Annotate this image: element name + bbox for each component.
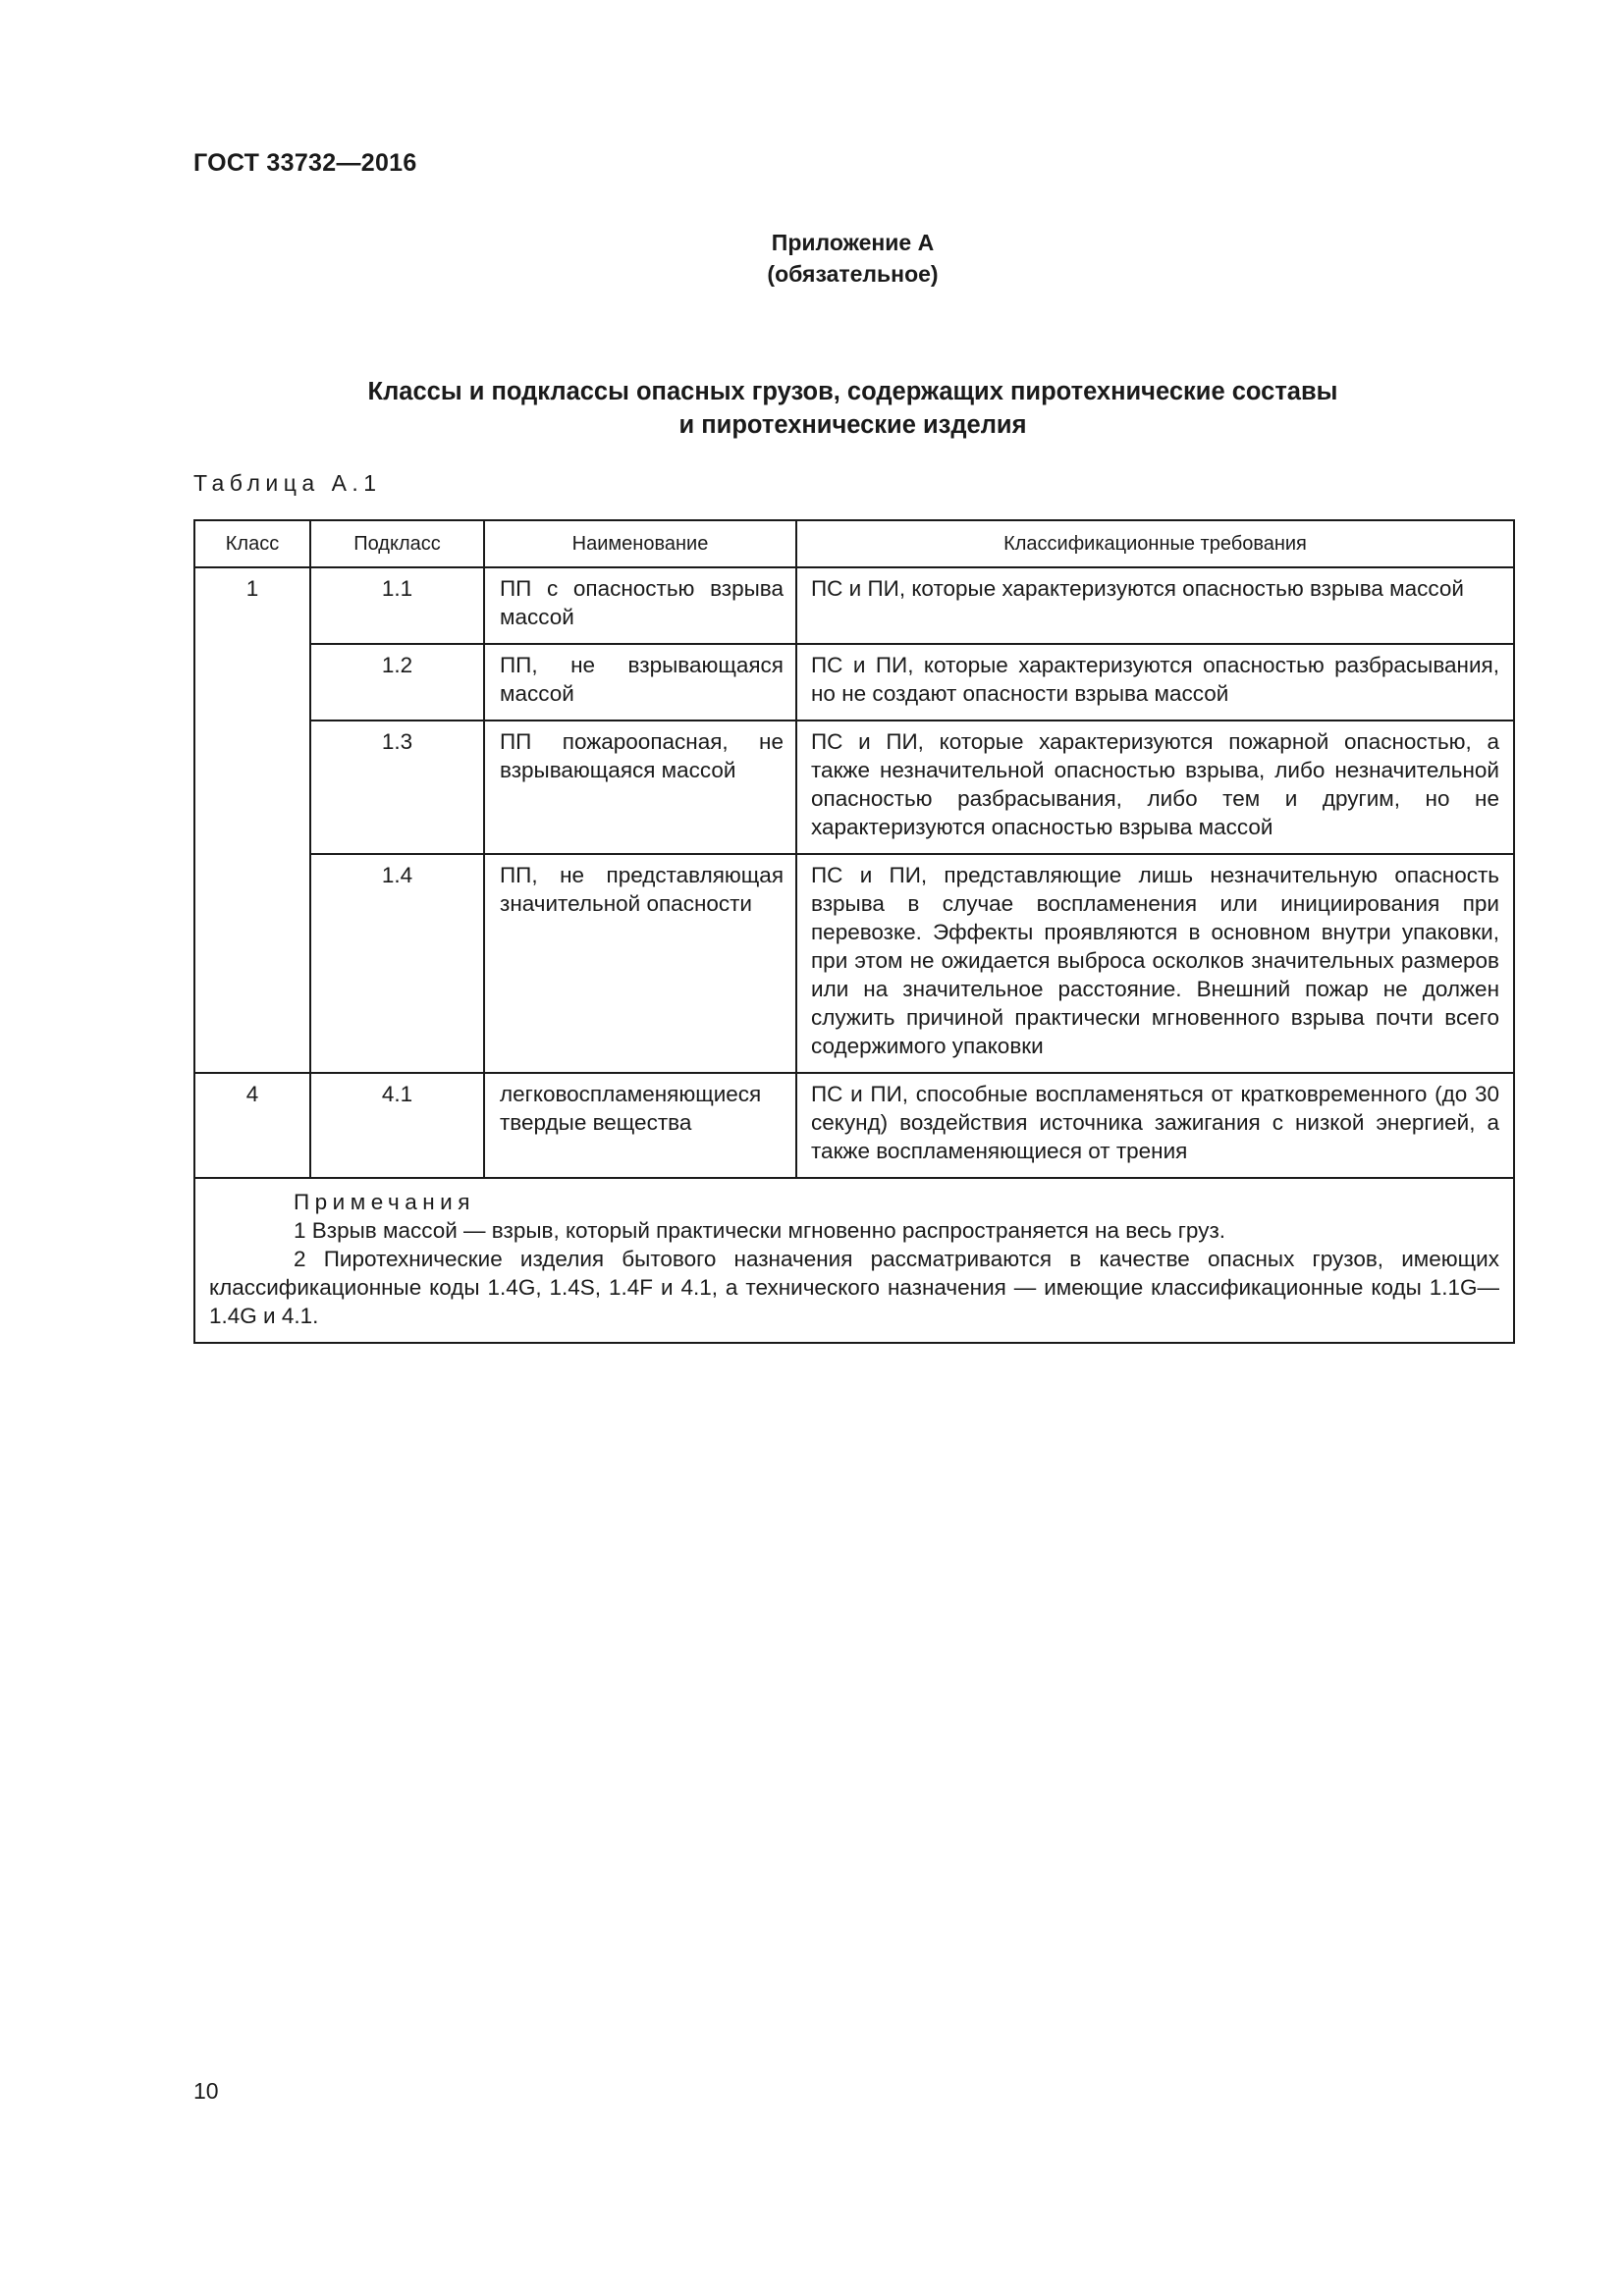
column-header-requirements: Классификационные требования [796, 520, 1514, 567]
table-header-row [194, 520, 1514, 567]
notes-heading: Примечания [294, 1190, 475, 1214]
cell-subclass: 4.1 [310, 1073, 484, 1178]
cell-subclass: 1.2 [310, 644, 484, 721]
appendix-status: (обязательное) [767, 261, 939, 287]
cell-subclass: 1.4 [310, 854, 484, 1073]
appendix-title: Приложение А [771, 230, 935, 255]
classification-table [193, 519, 1515, 1344]
cell-class: 1 [194, 567, 310, 644]
table-row [194, 644, 1514, 721]
cell-name: легковоспламеняющиеся твердые вещества [484, 1073, 796, 1178]
appendix-heading [0, 227, 1624, 290]
column-header-subclass: Подкласс [310, 520, 484, 567]
cell-requirements: ПС и ПИ, которые характеризуются опасностью взрыва массой [796, 567, 1514, 644]
column-header-name: Наименование [484, 520, 796, 567]
cell-name: ПП, не взрывающаяся массой [484, 644, 796, 721]
cell-requirements: ПС и ПИ, которые характеризуются опасностью разбрасывания, но не создают опасности взрыва массой [796, 644, 1514, 721]
table-row [194, 854, 1514, 1073]
cell-class [194, 644, 310, 721]
section-title-line1: Классы и подклассы опасных грузов, содержащих пиротехнические составы [367, 378, 1338, 405]
table-row [194, 721, 1514, 854]
cell-name: ПП пожароопасная, не взрывающаяся массой [484, 721, 796, 854]
table-caption: Таблица А.1 [193, 470, 382, 496]
section-title [193, 375, 1512, 442]
cell-requirements: ПС и ПИ, которые характеризуются пожарной опасностью, а также незначительной опасностью взрыва, либо незначительной опасностью разбрасывания, либо тем и другим, но не характеризуются опасностью взрыва массой [796, 721, 1514, 854]
column-header-class: Класс [194, 520, 310, 567]
cell-requirements: ПС и ПИ, способные воспламеняться от кратковременного (до 30 секунд) воздействия источника зажигания с низкой энергией, а также воспламеняющиеся от трения [796, 1073, 1514, 1178]
document-id: ГОСТ 33732—2016 [193, 149, 417, 177]
cell-name: ПП с опасностью взрыва массой [484, 567, 796, 644]
table-row [194, 1073, 1514, 1178]
notes-row [194, 1178, 1514, 1343]
page-number: 10 [193, 2078, 219, 2104]
cell-name: ПП, не представляющая значительной опасности [484, 854, 796, 1073]
cell-subclass: 1.3 [310, 721, 484, 854]
section-title-line2: и пиротехнические изделия [678, 411, 1027, 439]
cell-class [194, 721, 310, 854]
cell-requirements: ПС и ПИ, представляющие лишь незначительную опасность взрыва в случае воспламенения или инициирования при перевозке. Эффекты проявляются в основном внутри упаковки, при этом не ожидается выброса осколков значительных размеров или на значительное расстояние. Внешний пожар не должен служить причиной практически мгновенного взрыва почти всего содержимого упаковки [796, 854, 1514, 1073]
notes-cell [194, 1178, 1514, 1343]
note-item: 1 Взрыв массой — взрыв, который практически мгновенно распространяется на весь груз. [294, 1218, 1226, 1243]
cell-class [194, 854, 310, 1073]
table-row [194, 567, 1514, 644]
cell-class: 4 [194, 1073, 310, 1178]
note-item: 2 Пиротехнические изделия бытового назначения рассматриваются в качестве опасных грузов, имеющих классификационные коды 1.4G, 1.4S, 1.4F и 4.1, а технического назначения — имеющие классификационные коды 1.1G—1.4G и 4.1. [209, 1247, 1499, 1328]
cell-subclass: 1.1 [310, 567, 484, 644]
